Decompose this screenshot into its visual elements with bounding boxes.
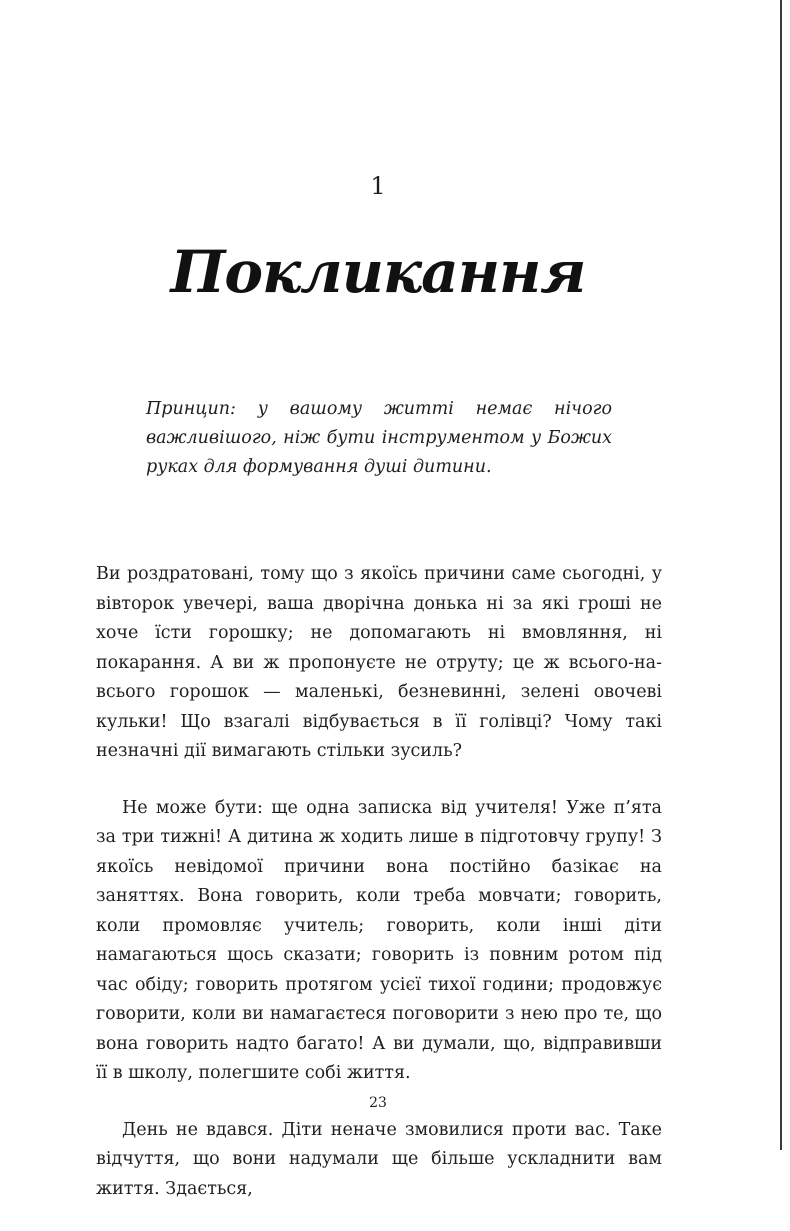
- chapter-number: 1: [370, 172, 386, 200]
- body-text: [96, 560, 662, 1231]
- paragraph: Ви роздратовані, тому що з якоїсь причини саме сьогодні, у вівторок увечері, ваша дворічна донька ні за які гроші не хоче їсти горошку; не допомагають ні вмовляння, ні покарання. А ви ж пропонуєте не отруту; це ж всього-на-всього горошок — маленькі, безневинні, зелені овочеві кульки! Що взагалі відбувається в її голівці? Чому такі незначні дії вимагають стільки зусиль?: [96, 564, 662, 761]
- page-number: 23: [369, 1095, 387, 1111]
- paragraph: День не вдався. Діти неначе змовилися проти вас. Таке відчуття, що вони надумали ще більше ускладнити вам життя. Здається,: [96, 1119, 662, 1199]
- chapter-title: Покликання: [170, 238, 586, 306]
- page-edge-rule: [780, 0, 782, 1150]
- paragraph: Не може бути: ще одна записка від учителя! Уже п’ята за три тижні! А дитина ж ходить лише в підготовчу групу! З якоїсь невідомої причини вона постійно базікає на заняттях. Вона говорить, коли треба мовчати; говорить, коли промовляє учитель; говорить, коли інші діти намагаються щось сказати; говорить із повним ротом під час обіду; говорить протягом усієї тихої години; продовжує говорити, коли ви намагаєтеся поговорити з нею про те, що вона говорить надто багато! А ви думали, що, відправивши її в школу, полегшите собі життя.: [96, 797, 662, 1083]
- principle-epigraph: Принцип: у вашому житті немає нічого важливішого, ніж бути інструментом у Божих руках для формування душі дитини.: [146, 399, 612, 477]
